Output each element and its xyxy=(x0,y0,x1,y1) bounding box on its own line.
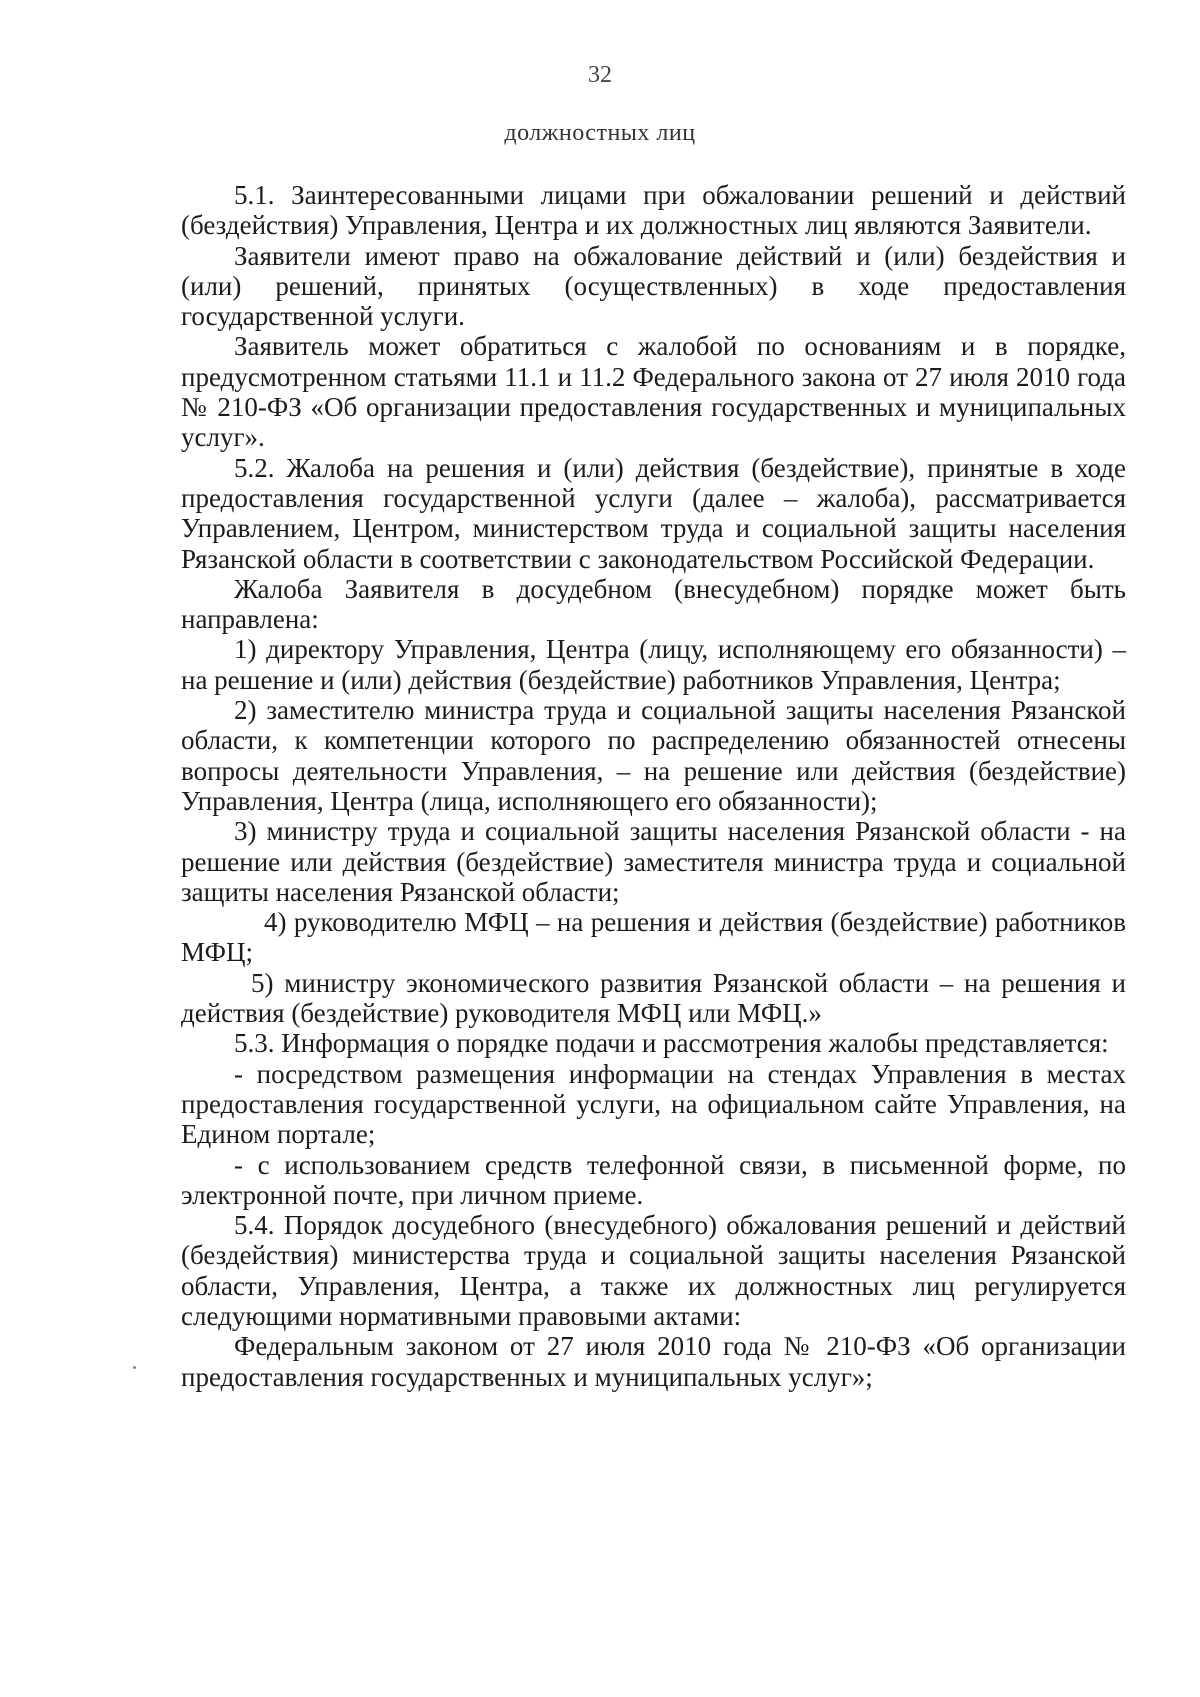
list-item-4: 4) руководителю МФЦ – на решения и действия (бездействие) работников МФЦ; xyxy=(181,907,1126,968)
paragraph-federal-law: Федеральным законом от 27 июля 2010 года № 210-ФЗ «Об организации предоставления государственных и муниципальных услуг»; xyxy=(181,1331,1126,1392)
bullet-item-stands: - посредством размещения информации на стендах Управления в местах предоставления государственной услуги, на официальном сайте Управления, на Едином портале; xyxy=(181,1058,1126,1150)
paragraph-complaint-directed: Жалоба Заявителя в досудебном (внесудебном) порядке может быть направлена: xyxy=(181,573,1126,635)
scan-artifact xyxy=(133,1366,136,1369)
document-body xyxy=(181,180,1126,1392)
page-number: 32 xyxy=(588,62,612,88)
paragraph-complaint-grounds: Заявитель может обратиться с жалобой по основаниям и в порядке, предусмотренном статьями 11.1 и 11.2 Федерального закона от 27 июля 2010 года № 210-ФЗ «Об организации предоставления государственных и муниципальных услуг». xyxy=(181,331,1126,453)
list-item-5: 5) министру экономического развития Рязанской области – на решения и действия (бездействие) руководителя МФЦ или МФЦ.» xyxy=(181,967,1126,1029)
list-item-3: 3) министру труда и социальной защиты населения Рязанской области - на решение или действия (бездействие) заместителя министра труда и социальной защиты населения Рязанской области; xyxy=(181,816,1126,907)
paragraph-5-2: 5.2. Жалоба на решения и (или) действия (бездействие), принятые в ходе предоставления государственной услуги (далее – жалоба), рассматривается Управлением, Центром, министерством труда и социальной защиты населения Рязанской области в соответствии с законодательством Российской Федерации. xyxy=(181,452,1126,574)
paragraph-5-1: 5.1. Заинтересованными лицами при обжаловании решений и действий (бездействия) Управления, Центра и их должностных лиц являются Заявители. xyxy=(181,180,1126,241)
paragraph-applicant-rights: Заявители имеют право на обжалование действий и (или) бездействия и (или) решений, принятых (осуществленных) в ходе предоставления государственной услуги. xyxy=(181,240,1126,332)
section-heading: должностных лиц xyxy=(504,120,696,146)
list-item-1: 1) директору Управления, Центра (лицу, исполняющему его обязанности) – на решение и (или) действия (бездействие) работников Управления, Центра; xyxy=(181,634,1126,695)
list-item-2: 2) заместителю министра труда и социальной защиты населения Рязанской области, к компетенции которого по распределению обязанностей отнесены вопросы деятельности Управления, – на решение или действия (бездействие) Управления, Центра (лица, исполняющего его обязанности); xyxy=(181,695,1126,816)
paragraph-5-3: 5.3. Информация о порядке подачи и рассмотрения жалобы представляется: xyxy=(234,1028,1109,1059)
bullet-item-phone: - с использованием средств телефонной связи, в письменной форме, по электронной почте, при личном приеме. xyxy=(181,1149,1126,1210)
paragraph-5-4: 5.4. Порядок досудебного (внесудебного) обжалования решений и действий (бездействия) министерства труда и социальной защиты населения Рязанской области, Управления, Центра, а также их должностных лиц регулируется следующими нормативными правовыми актами: xyxy=(181,1210,1126,1331)
